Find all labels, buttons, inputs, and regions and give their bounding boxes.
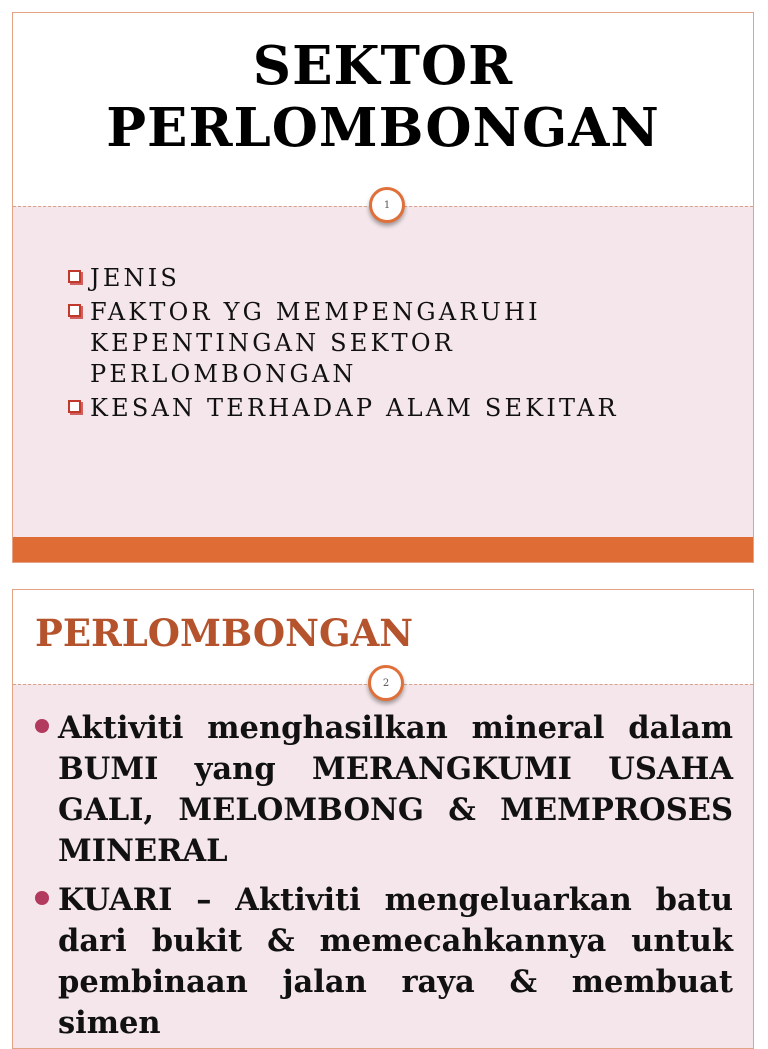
- slide-1-bullet-text: KEPENTINGAN SEKTOR: [90, 329, 455, 357]
- slide-2-number-badge: [368, 665, 404, 701]
- slide-1-title-area: [13, 13, 753, 206]
- slide-2: [12, 589, 754, 1049]
- square-bullet-icon: [68, 400, 81, 413]
- round-bullet-icon: [35, 719, 49, 733]
- slide-1-number: 1: [383, 199, 391, 211]
- slide-2-bullet-item: [33, 708, 733, 872]
- slide-2-bullet-text: Aktiviti menghasilkan mineral dalam BUMI yang MERANGKUMI USAHA GALI, MELOMBONG & MEMPROSES MINERAL: [58, 710, 733, 869]
- slide-2-title: PERLOMBONGAN: [35, 611, 414, 655]
- slide-1-bullet-item: [66, 297, 726, 390]
- slide-1-accent-bar: [13, 537, 753, 562]
- slide-1-title-line-1: SEKTOR: [252, 35, 514, 97]
- slide-2-number: 2: [382, 677, 390, 689]
- slide-1-bullet-item: [66, 393, 726, 424]
- slide-2-bullet-list: [33, 708, 733, 1049]
- square-bullet-icon: [68, 270, 81, 283]
- round-bullet-icon: [35, 891, 49, 905]
- slide-1-bullet-list: [66, 263, 726, 427]
- slide-2-bullet-text: KUARI – Aktiviti mengeluarkan batu dari bukit & memecahkannya untuk pembinaan jalan raya & membuat simen: [58, 882, 733, 1041]
- slide-1-title-line-2: PERLOMBONGAN: [106, 97, 660, 159]
- slide-1-title: [13, 35, 753, 159]
- square-bullet-icon: [68, 304, 81, 317]
- slide-1: [12, 12, 754, 563]
- slide-1-bullet-item: [66, 263, 726, 294]
- slide-2-bullet-item: [33, 880, 733, 1044]
- slide-1-bullet-text: PERLOMBONGAN: [90, 360, 357, 388]
- slide-1-bullet-text: JENIS: [90, 264, 181, 292]
- slide-1-number-badge: [369, 187, 405, 223]
- slide-1-bullet-text: FAKTOR YG MEMPENGARUHI: [90, 298, 541, 326]
- slide-1-bullet-text: KESAN TERHADAP ALAM SEKITAR: [90, 394, 619, 422]
